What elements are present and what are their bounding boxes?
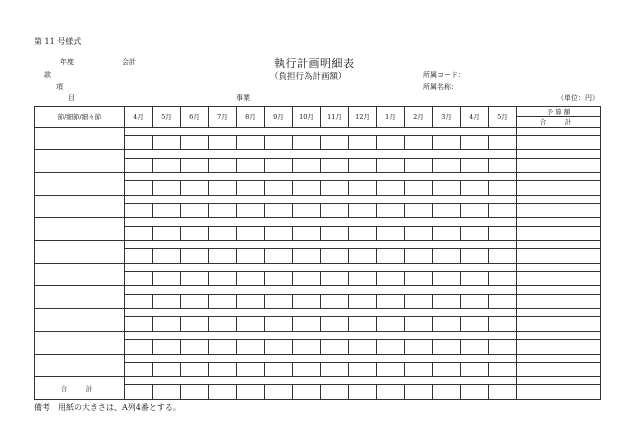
month-value-cell[interactable] bbox=[153, 158, 181, 172]
row-total-cell[interactable] bbox=[517, 362, 601, 376]
month-value-cell[interactable] bbox=[125, 226, 153, 240]
month-value-cell[interactable] bbox=[349, 249, 377, 263]
month-header-cell: 7月 bbox=[209, 107, 237, 128]
month-value-cell[interactable] bbox=[461, 385, 489, 400]
month-value-cell[interactable] bbox=[209, 272, 237, 286]
month-value-cell[interactable] bbox=[405, 317, 433, 331]
month-value-cell[interactable] bbox=[237, 181, 265, 195]
row-total-cell[interactable] bbox=[517, 181, 601, 195]
month-value-cell[interactable] bbox=[433, 135, 461, 149]
month-header-cell: 2月 bbox=[405, 107, 433, 128]
month-value-cell[interactable] bbox=[377, 135, 405, 149]
month-value-cell[interactable] bbox=[237, 158, 265, 172]
table-row bbox=[35, 127, 601, 135]
month-value-cell[interactable] bbox=[405, 362, 433, 376]
row-name-cell[interactable] bbox=[35, 218, 125, 241]
month-value-cell[interactable] bbox=[125, 272, 153, 286]
month-value-cell[interactable] bbox=[293, 317, 321, 331]
month-value-cell[interactable] bbox=[321, 317, 349, 331]
month-value-cell[interactable] bbox=[489, 294, 517, 308]
row-upper-band bbox=[125, 263, 517, 271]
month-value-cell[interactable] bbox=[125, 362, 153, 376]
month-value-cell[interactable] bbox=[377, 294, 405, 308]
row-upper-band bbox=[125, 377, 517, 385]
month-value-cell[interactable] bbox=[293, 226, 321, 240]
month-value-cell[interactable] bbox=[377, 203, 405, 217]
month-value-cell[interactable] bbox=[237, 203, 265, 217]
month-value-cell[interactable] bbox=[153, 340, 181, 354]
table-row bbox=[35, 354, 601, 362]
month-value-cell[interactable] bbox=[321, 135, 349, 149]
month-value-cell[interactable] bbox=[489, 317, 517, 331]
account-label: 会計 bbox=[122, 58, 136, 66]
table-row bbox=[35, 150, 601, 158]
month-value-cell[interactable] bbox=[293, 249, 321, 263]
month-header-cell: 4月 bbox=[461, 107, 489, 128]
month-value-cell[interactable] bbox=[349, 317, 377, 331]
row-total-cell[interactable] bbox=[517, 249, 601, 263]
month-value-cell[interactable] bbox=[321, 385, 349, 400]
month-header-cell: 8月 bbox=[237, 107, 265, 128]
month-value-cell[interactable] bbox=[433, 362, 461, 376]
month-value-cell[interactable] bbox=[265, 294, 293, 308]
row-name-cell[interactable] bbox=[35, 150, 125, 173]
month-value-cell[interactable] bbox=[265, 135, 293, 149]
month-value-cell[interactable] bbox=[489, 181, 517, 195]
month-value-cell[interactable] bbox=[349, 272, 377, 286]
row-budget-upper-cell[interactable] bbox=[517, 195, 601, 203]
month-value-cell[interactable] bbox=[237, 385, 265, 400]
row-name-cell[interactable] bbox=[35, 286, 125, 309]
month-value-cell[interactable] bbox=[377, 226, 405, 240]
budget-header-cell: 予 算 額 bbox=[517, 107, 601, 117]
execution-plan-table bbox=[34, 106, 601, 400]
document-title: 執行計画明細表 bbox=[274, 57, 355, 70]
total-column-header: 合 計 bbox=[517, 117, 601, 127]
month-value-cell[interactable] bbox=[461, 135, 489, 149]
month-value-cell[interactable] bbox=[153, 249, 181, 263]
month-header-cell: 6月 bbox=[181, 107, 209, 128]
month-value-cell[interactable] bbox=[321, 294, 349, 308]
month-value-cell[interactable] bbox=[405, 226, 433, 240]
row-name-cell[interactable] bbox=[35, 127, 125, 150]
month-value-cell[interactable] bbox=[265, 340, 293, 354]
row-budget-upper-cell[interactable] bbox=[517, 331, 601, 339]
month-value-cell[interactable] bbox=[489, 226, 517, 240]
table-row bbox=[35, 286, 601, 294]
month-value-cell[interactable] bbox=[405, 385, 433, 400]
month-value-cell[interactable] bbox=[321, 249, 349, 263]
month-value-cell[interactable] bbox=[433, 203, 461, 217]
month-value-cell[interactable] bbox=[125, 158, 153, 172]
month-header-cell: 5月 bbox=[489, 107, 517, 128]
total-row-label: 合 計 bbox=[35, 377, 125, 400]
month-value-cell[interactable] bbox=[321, 203, 349, 217]
month-value-cell[interactable] bbox=[461, 181, 489, 195]
month-value-cell[interactable] bbox=[181, 317, 209, 331]
year-label: 年度 bbox=[60, 58, 74, 66]
month-value-cell[interactable] bbox=[461, 226, 489, 240]
month-header-cell: 5月 bbox=[153, 107, 181, 128]
row-upper-band bbox=[125, 218, 517, 226]
table-row bbox=[35, 241, 601, 249]
row-name-cell[interactable] bbox=[35, 195, 125, 218]
row-total-cell[interactable] bbox=[517, 294, 601, 308]
row-upper-band bbox=[125, 354, 517, 362]
month-value-cell[interactable] bbox=[321, 226, 349, 240]
month-value-cell[interactable] bbox=[405, 158, 433, 172]
month-value-cell[interactable] bbox=[181, 203, 209, 217]
month-header-cell: 11月 bbox=[321, 107, 349, 128]
month-value-cell[interactable] bbox=[237, 362, 265, 376]
month-value-cell[interactable] bbox=[489, 158, 517, 172]
month-value-cell[interactable] bbox=[265, 158, 293, 172]
row-upper-band bbox=[125, 127, 517, 135]
row-upper-band bbox=[125, 150, 517, 158]
month-value-cell[interactable] bbox=[377, 317, 405, 331]
month-value-cell[interactable] bbox=[181, 249, 209, 263]
month-value-cell[interactable] bbox=[461, 272, 489, 286]
month-value-cell[interactable] bbox=[321, 362, 349, 376]
row-total-cell[interactable] bbox=[517, 226, 601, 240]
row-name-cell[interactable] bbox=[35, 263, 125, 286]
row-upper-band bbox=[125, 173, 517, 181]
month-value-cell[interactable] bbox=[293, 158, 321, 172]
month-header-cell: 1月 bbox=[377, 107, 405, 128]
month-value-cell[interactable] bbox=[265, 272, 293, 286]
month-value-cell[interactable] bbox=[377, 249, 405, 263]
month-value-cell[interactable] bbox=[321, 272, 349, 286]
kan-label: 款 bbox=[44, 71, 51, 79]
month-value-cell[interactable] bbox=[349, 294, 377, 308]
month-value-cell[interactable] bbox=[153, 317, 181, 331]
month-value-cell[interactable] bbox=[377, 181, 405, 195]
month-header-cell: 9月 bbox=[265, 107, 293, 128]
month-value-cell[interactable] bbox=[489, 385, 517, 400]
month-value-cell[interactable] bbox=[405, 340, 433, 354]
month-value-cell[interactable] bbox=[433, 226, 461, 240]
row-budget-upper-cell[interactable] bbox=[517, 354, 601, 362]
row-total-cell[interactable] bbox=[517, 317, 601, 331]
dept-code-label: 所属コード： bbox=[423, 71, 465, 79]
month-header-cell: 3月 bbox=[433, 107, 461, 128]
table-row bbox=[35, 263, 601, 271]
row-name-cell[interactable] bbox=[35, 331, 125, 354]
month-value-cell[interactable] bbox=[125, 385, 153, 400]
month-value-cell[interactable] bbox=[181, 272, 209, 286]
month-value-cell[interactable] bbox=[265, 317, 293, 331]
month-value-cell[interactable] bbox=[209, 317, 237, 331]
month-value-cell[interactable] bbox=[181, 158, 209, 172]
month-value-cell[interactable] bbox=[433, 272, 461, 286]
month-value-cell[interactable] bbox=[405, 272, 433, 286]
month-value-cell[interactable] bbox=[125, 294, 153, 308]
month-value-cell[interactable] bbox=[461, 340, 489, 354]
month-value-cell[interactable] bbox=[153, 181, 181, 195]
row-budget-upper-cell[interactable] bbox=[517, 127, 601, 135]
footer-note: 備考 用紙の大きさは、A列4番とする。 bbox=[34, 403, 181, 412]
month-value-cell[interactable] bbox=[125, 317, 153, 331]
month-value-cell[interactable] bbox=[209, 362, 237, 376]
month-value-cell[interactable] bbox=[237, 340, 265, 354]
month-value-cell[interactable] bbox=[181, 135, 209, 149]
kou-label: 項 bbox=[56, 83, 63, 91]
month-value-cell[interactable] bbox=[209, 135, 237, 149]
month-value-cell[interactable] bbox=[433, 385, 461, 400]
month-value-cell[interactable] bbox=[461, 203, 489, 217]
month-value-cell[interactable] bbox=[489, 203, 517, 217]
month-value-cell[interactable] bbox=[153, 385, 181, 400]
jigyo-label: 事業 bbox=[236, 94, 250, 102]
row-total-cell[interactable] bbox=[517, 272, 601, 286]
table-row bbox=[35, 173, 601, 181]
month-value-cell[interactable] bbox=[237, 294, 265, 308]
month-value-cell[interactable] bbox=[125, 249, 153, 263]
row-upper-band bbox=[125, 309, 517, 317]
month-value-cell[interactable] bbox=[377, 272, 405, 286]
month-value-cell[interactable] bbox=[377, 362, 405, 376]
row-total-cell[interactable] bbox=[517, 203, 601, 217]
month-value-cell[interactable] bbox=[181, 385, 209, 400]
row-total-cell[interactable] bbox=[517, 340, 601, 354]
row-upper-band bbox=[125, 195, 517, 203]
month-value-cell[interactable] bbox=[349, 181, 377, 195]
row-budget-upper-cell[interactable] bbox=[517, 263, 601, 271]
unit-label: （単位：円） bbox=[557, 94, 599, 102]
month-value-cell[interactable] bbox=[209, 203, 237, 217]
total-row bbox=[35, 377, 601, 385]
row-upper-band bbox=[125, 286, 517, 294]
dept-name-label: 所属名称： bbox=[423, 83, 458, 91]
table-row bbox=[35, 195, 601, 203]
month-value-cell[interactable] bbox=[461, 249, 489, 263]
month-header-cell: 10月 bbox=[293, 107, 321, 128]
row-total-cell[interactable] bbox=[517, 135, 601, 149]
month-value-cell[interactable] bbox=[265, 181, 293, 195]
month-value-cell[interactable] bbox=[209, 226, 237, 240]
month-value-cell[interactable] bbox=[209, 249, 237, 263]
month-value-cell[interactable] bbox=[209, 158, 237, 172]
month-value-cell[interactable] bbox=[265, 385, 293, 400]
month-value-cell[interactable] bbox=[461, 317, 489, 331]
month-value-cell[interactable] bbox=[349, 203, 377, 217]
month-value-cell[interactable] bbox=[405, 203, 433, 217]
month-value-cell[interactable] bbox=[125, 135, 153, 149]
month-value-cell[interactable] bbox=[433, 249, 461, 263]
month-value-cell[interactable] bbox=[209, 385, 237, 400]
month-value-cell[interactable] bbox=[489, 340, 517, 354]
row-budget-upper-cell[interactable] bbox=[517, 286, 601, 294]
document-subtitle: （負担行為計画額） bbox=[270, 72, 347, 82]
row-header-cell: 節/細節/細々節 bbox=[35, 107, 125, 128]
month-value-cell[interactable] bbox=[433, 317, 461, 331]
month-value-cell[interactable] bbox=[265, 249, 293, 263]
row-total-cell[interactable] bbox=[517, 385, 601, 400]
month-value-cell[interactable] bbox=[489, 272, 517, 286]
month-value-cell[interactable] bbox=[153, 135, 181, 149]
month-value-cell[interactable] bbox=[377, 340, 405, 354]
month-value-cell[interactable] bbox=[349, 158, 377, 172]
table-row bbox=[35, 331, 601, 339]
month-value-cell[interactable] bbox=[461, 158, 489, 172]
month-value-cell[interactable] bbox=[237, 226, 265, 240]
month-value-cell[interactable] bbox=[237, 135, 265, 149]
month-value-cell[interactable] bbox=[349, 385, 377, 400]
month-value-cell[interactable] bbox=[153, 362, 181, 376]
month-value-cell[interactable] bbox=[349, 362, 377, 376]
month-value-cell[interactable] bbox=[433, 181, 461, 195]
month-value-cell[interactable] bbox=[125, 181, 153, 195]
row-budget-upper-cell[interactable] bbox=[517, 241, 601, 249]
month-value-cell[interactable] bbox=[209, 340, 237, 354]
month-value-cell[interactable] bbox=[461, 294, 489, 308]
month-value-cell[interactable] bbox=[153, 294, 181, 308]
month-header-cell: 12月 bbox=[349, 107, 377, 128]
month-value-cell[interactable] bbox=[265, 203, 293, 217]
month-value-cell[interactable] bbox=[293, 203, 321, 217]
month-value-cell[interactable] bbox=[209, 294, 237, 308]
month-value-cell[interactable] bbox=[349, 135, 377, 149]
month-value-cell[interactable] bbox=[181, 226, 209, 240]
table-row bbox=[35, 218, 601, 226]
month-value-cell[interactable] bbox=[489, 135, 517, 149]
month-value-cell[interactable] bbox=[237, 272, 265, 286]
month-value-cell[interactable] bbox=[293, 181, 321, 195]
month-value-cell[interactable] bbox=[377, 158, 405, 172]
row-budget-upper-cell[interactable] bbox=[517, 218, 601, 226]
table-row bbox=[35, 309, 601, 317]
month-value-cell[interactable] bbox=[153, 272, 181, 286]
row-name-cell[interactable] bbox=[35, 354, 125, 377]
month-value-cell[interactable] bbox=[265, 362, 293, 376]
month-value-cell[interactable] bbox=[125, 340, 153, 354]
row-name-cell[interactable] bbox=[35, 173, 125, 196]
moku-label: 目 bbox=[68, 94, 75, 102]
month-header-cell: 4月 bbox=[125, 107, 153, 128]
month-value-cell[interactable] bbox=[153, 226, 181, 240]
row-budget-upper-cell[interactable] bbox=[517, 309, 601, 317]
month-value-cell[interactable] bbox=[321, 158, 349, 172]
month-value-cell[interactable] bbox=[349, 340, 377, 354]
month-value-cell[interactable] bbox=[405, 181, 433, 195]
row-budget-upper-cell[interactable] bbox=[517, 173, 601, 181]
month-value-cell[interactable] bbox=[181, 340, 209, 354]
month-value-cell[interactable] bbox=[321, 181, 349, 195]
month-value-cell[interactable] bbox=[265, 226, 293, 240]
row-total-cell[interactable] bbox=[517, 158, 601, 172]
month-value-cell[interactable] bbox=[181, 362, 209, 376]
month-value-cell[interactable] bbox=[405, 249, 433, 263]
month-value-cell[interactable] bbox=[433, 158, 461, 172]
month-value-cell[interactable] bbox=[349, 226, 377, 240]
month-value-cell[interactable] bbox=[153, 203, 181, 217]
row-name-cell[interactable] bbox=[35, 309, 125, 332]
row-upper-band bbox=[125, 241, 517, 249]
month-value-cell[interactable] bbox=[293, 272, 321, 286]
month-value-cell[interactable] bbox=[489, 249, 517, 263]
month-value-cell[interactable] bbox=[489, 362, 517, 376]
month-value-cell[interactable] bbox=[405, 135, 433, 149]
month-value-cell[interactable] bbox=[125, 203, 153, 217]
month-value-cell[interactable] bbox=[461, 362, 489, 376]
month-value-cell[interactable] bbox=[433, 340, 461, 354]
row-budget-upper-cell[interactable] bbox=[517, 377, 601, 385]
month-value-cell[interactable] bbox=[181, 181, 209, 195]
month-value-cell[interactable] bbox=[293, 135, 321, 149]
month-value-cell[interactable] bbox=[321, 340, 349, 354]
form-number: 第 11 号様式 bbox=[34, 37, 82, 46]
month-value-cell[interactable] bbox=[377, 385, 405, 400]
row-budget-upper-cell[interactable] bbox=[517, 150, 601, 158]
month-value-cell[interactable] bbox=[405, 294, 433, 308]
row-upper-band bbox=[125, 331, 517, 339]
month-value-cell[interactable] bbox=[209, 181, 237, 195]
month-value-cell[interactable] bbox=[293, 340, 321, 354]
month-value-cell[interactable] bbox=[237, 317, 265, 331]
month-value-cell[interactable] bbox=[181, 294, 209, 308]
month-value-cell[interactable] bbox=[293, 294, 321, 308]
row-name-cell[interactable] bbox=[35, 241, 125, 264]
month-value-cell[interactable] bbox=[433, 294, 461, 308]
month-value-cell[interactable] bbox=[237, 249, 265, 263]
month-value-cell[interactable] bbox=[293, 385, 321, 400]
month-value-cell[interactable] bbox=[293, 362, 321, 376]
